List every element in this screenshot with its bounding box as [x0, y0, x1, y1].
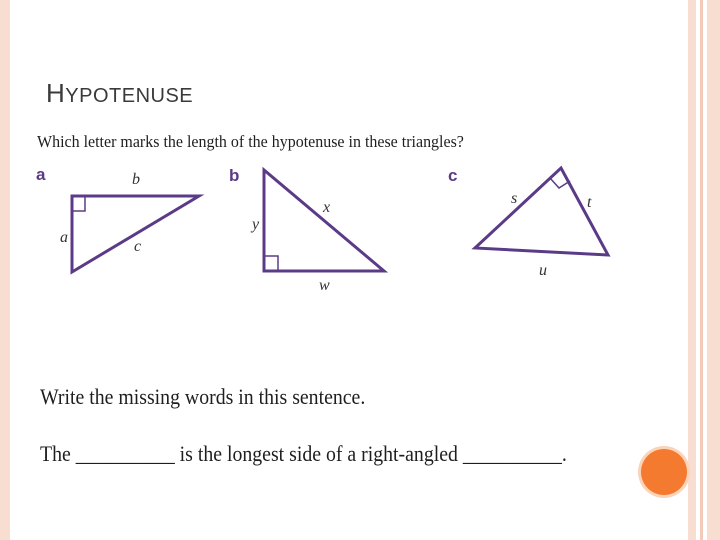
triangle-b-shape: [264, 170, 384, 271]
triangle-c-label-right: t: [587, 194, 592, 211]
slide-title-initial: H: [46, 78, 66, 108]
triangle-a-label-hyp: c: [134, 238, 142, 255]
triangle-b-right-angle: [264, 256, 278, 271]
triangle-b-label-hyp: x: [323, 199, 331, 216]
triangle-a-label-top: b: [132, 171, 140, 188]
triangle-c-mark: c: [448, 166, 458, 185]
triangle-a-shape: [72, 196, 199, 272]
triangle-a-right-angle: [72, 196, 85, 211]
accent-dot: [641, 449, 687, 495]
triangle-b-label-left: y: [252, 216, 260, 233]
question-text: Which letter marks the length of the hypotenuse in these triangles?: [37, 132, 464, 151]
fill-in-sentence: The __________ is the longest side of a right-angled __________.: [40, 441, 567, 466]
triangle-c-shape: [475, 168, 608, 255]
triangle-b-mark: b: [229, 166, 240, 185]
instruction-text: Write the missing words in this sentence.: [40, 384, 366, 409]
triangle-a-mark: a: [36, 165, 46, 184]
triangle-b-label-bottom: w: [319, 277, 330, 294]
triangle-c-label-hyp: u: [539, 262, 547, 279]
triangle-c-label-left: s: [511, 190, 518, 207]
triangle-a-label-left: a: [60, 229, 68, 246]
slide-title-rest: YPOTENUSE: [65, 85, 194, 107]
